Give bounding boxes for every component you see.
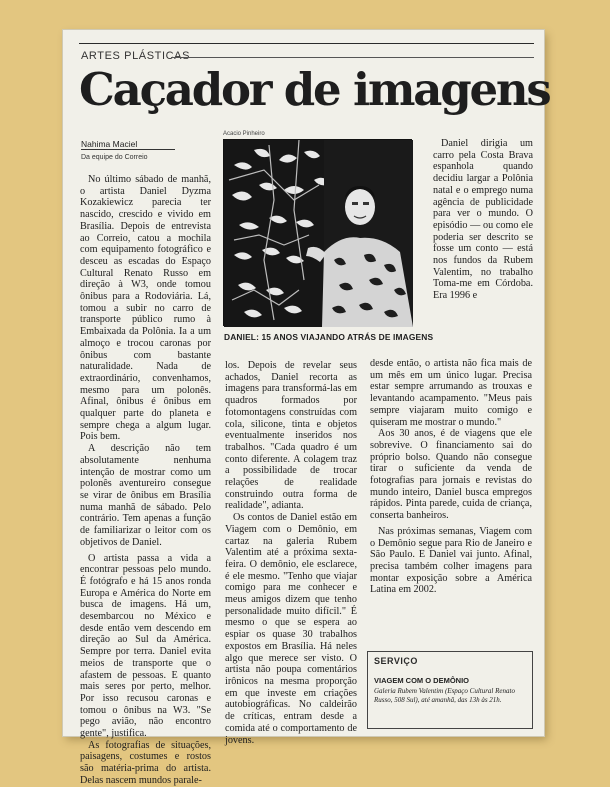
service-box <box>367 651 533 729</box>
article-column-3 <box>370 358 532 596</box>
paragraph: los. Depois de revelar seus achados, Daniel recorta as imagens para transformá-las em quadros formados por fotomontagens construídas com cola, silicone, tinta e objetos eventualmente inseridos nos trabalhos. "Cada quadro é um conto diferente. A colagem traz a possibilidade de trocar relações de realidade construindo outra forma de realidade", adianta. <box>225 360 357 512</box>
paragraph: Os contos de Daniel estão em Viagem com o Demônio, em cartaz na galeria Rubem Valentim até a próxima sexta-feira. O demônio, ele esclarece, é ele mesmo. "Tenho que viajar comigo para me conhecer e meus amigos dizem que tenho personalidade muito difícil." É mesmo o que se espera ao espiar os quase 30 trabalhos expostos em Brasília. Há neles algo que merece ser visto. O artista não poupa comentários irônicos na mesma proporção em que investe em criações autobiográficas. No caldeirão de críticas, entram desde a comida até o comportamento de jovens. <box>225 512 357 746</box>
photo-credit: Acacio Pinheiro <box>223 131 265 137</box>
author-name: Nahima Maciel <box>81 139 175 150</box>
article-column-3-top <box>433 138 533 302</box>
headline: Caçador de imagens <box>79 63 550 116</box>
service-text: Galeria Rubem Valentim (Espaço Cultural Renato Russo, 508 Sul), até amanhã, das 13h às 21h. <box>374 687 515 704</box>
paragraph: Aos 30 anos, é de viagens que ele sobrevive. O financiamento sai do próprio bolso. Quando não consegue tirar o suficiente da venda de fotografias para jornais e revistas do mundo inteiro, Daniel busca empregos rápidos. Pinta parede, cuida de criança, conserta banheiros. <box>370 428 532 522</box>
paragraph: A descrição não tem absolutamente nenhuma intenção de mostrar como um polonês aventureiro consegue se virar de ônibus em Brasília numa manhã de sábado. Pelo contrário. Tem apenas a função de familiarizar o leitor com os objetivos de Daniel. <box>80 443 211 548</box>
paragraph: No último sábado de manhã, o artista Daniel Dyzma Kozakiewicz parecia ter nascido, crescido e vivido em Brasília. Depois de entrevista ao Correio, catou a mochila com equipamento fotográfico e desceu as escadas do Espaço Cultural Renato Russo em direção à W3, onde tomou ônibus para a Rodoviária. Lá, tomou a subir no carro de transporte público rumo à Embaixada da Polônia. Ia a um almoço e trocou caronas por ônibus com bastante naturalidade. Nada de extraordinário, convenhamos, mesmo para um polonês. Afinal, ônibus é ônibus em qualquer parte do planeta e sempre chega a algum lugar. Pois bem. <box>80 174 211 443</box>
artist-photo <box>223 139 412 326</box>
artist-photo-illustration <box>224 140 413 327</box>
article-column-2 <box>225 360 357 746</box>
paragraph: Nas próximas semanas, Viagem com o Demônio segue para Rio de Janeiro e São Paulo. E Daniel vai junto. Afinal, precisa também colher imagens para montar exposição sobre a América Latina em 2002. <box>370 525 532 596</box>
paragraph: desde então, o artista não fica mais de um mês em um único lugar. Precisa estar sempre arrumando as trouxas e levantando acampamento. "Meus pais sempre viajaram muito comigo e quiseram me mostrar o mundo." <box>370 358 532 428</box>
paragraph: As fotografias de situações, paisagens, costumes e rostos são matéria-prima do artista. Delas nascem mundos parale- <box>80 739 211 786</box>
photo-caption: DANIEL: 15 ANOS VIAJANDO ATRÁS DE IMAGENS <box>224 332 434 342</box>
article-column-1 <box>80 174 211 787</box>
section-label: ARTES PLÁSTICAS <box>81 50 191 62</box>
service-title: SERVIÇO <box>374 656 418 666</box>
newspaper-clipping <box>63 30 550 786</box>
author-staff: Da equipe do Correio <box>81 154 148 161</box>
section-rule <box>171 57 534 58</box>
top-rule <box>79 43 534 44</box>
paragraph: Daniel dirigia um carro pela Costa Brava espanhola quando decidiu largar a Polônia natal e o emprego numa agência de publicidade para ver o mundo. O episódio — ou como ele poderia ser descrito se fosse um conto — está nos fundos da Rubem Valentim, no trabalho Toma-me em Córdoba. Era 1996 e <box>433 138 533 302</box>
service-subtitle: VIAGEM COM O DEMÔNIO <box>374 676 470 685</box>
byline <box>81 134 175 161</box>
paragraph: O artista passa a vida a encontrar pessoas pelo mundo. É fotógrafo e há 15 anos ronda Europa e América do Norte em busca de imagens. Há um, desembarcou no México e desde então vem descendo em direção ao Sul da América. Sempre por terra. Daniel evita meios de transporte que o afastem de pessoas. E quanto mais seres por perto, melhor. Por isso recusou caronas e tomou o ônibus na W3. "Se pego avião, não encontro gente", justifica. <box>80 552 211 740</box>
